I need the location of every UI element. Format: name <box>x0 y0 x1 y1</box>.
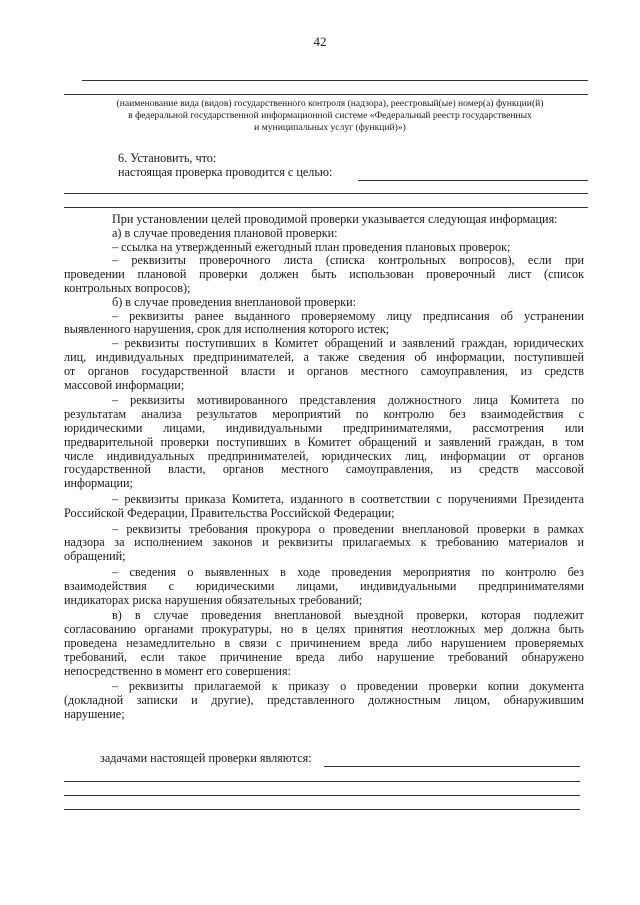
text-line: взаимодействия с юридическими лицами, индивидуальными предпринимателями <box>64 578 584 593</box>
text-line: а) в случае проведения плановой проверки: <box>112 225 338 240</box>
text-line: – ссылка на утвержденный ежегодный план проведения плановых проверок; <box>112 239 511 254</box>
text-line: надзора за исполнением законов и реквизиты прилагаемых к требованию материалов и <box>64 535 584 550</box>
tasks-label: задачами настоящей проверки являются: <box>100 751 312 765</box>
text-line: юридическими лицами, индивидуальными предпринимателями, рассмотрения или <box>64 420 584 435</box>
purpose-fill-line-2 <box>64 207 588 208</box>
section-6 <box>118 152 588 180</box>
text-line: согласованию органами прокуратуры, но в целях принятия неотложных мер должна быть <box>64 622 584 637</box>
section-6-purpose: настоящая проверка проводится с целью: <box>118 164 333 179</box>
tasks-fill-line-inline <box>324 766 580 767</box>
tasks-fill-line-1 <box>64 781 580 782</box>
text-line: Российской Федерации, Правительства Российской Федерации; <box>64 505 395 520</box>
text-line: от органов государственной власти и органов местного самоуправления, из средств <box>64 363 584 378</box>
text-line: – реквизиты требования прокурора о проведении внеплановой проверки в рамках <box>112 521 584 536</box>
text-line: результатам анализа результатов мероприятий по контролю без взаимодействия с <box>64 407 584 422</box>
text-line: – реквизиты ранее выданного проверяемому лицу предписания об устранении <box>112 308 584 323</box>
text-line: выявленного нарушения, срок для исполнения которого истек; <box>64 322 390 337</box>
tasks-section <box>100 752 590 766</box>
text-line: предварительной проверки поступивших в Комитет обращений и заявлений граждан, в том <box>64 434 584 449</box>
text-line: проведении плановой проверки должен быть использован проверочный лист (список <box>64 267 584 282</box>
text-line: информации; <box>64 476 133 491</box>
text-line: индикаторах риска нарушения обязательных требований; <box>64 592 363 607</box>
text-line: непосредственно в момент его совершения: <box>64 663 291 678</box>
tasks-fill-line-2 <box>64 795 580 796</box>
text-line: – реквизиты проверочного листа (списка контрольных вопросов), если при <box>112 253 584 268</box>
text-line: обращений; <box>64 549 126 564</box>
caption-line: и муниципальных услуг (функций)») <box>254 122 406 133</box>
text-line: При установлении целей проводимой проверки указывается следующая информация: <box>112 212 558 226</box>
text-line: (докладной записки и другие), представленного должностным лицом, обнаружившим <box>64 693 584 708</box>
fill-line-control-type-2 <box>64 94 588 95</box>
purpose-fill-line-1 <box>64 193 588 194</box>
text-line: б) в случае проведения внеплановой проверки: <box>112 294 357 309</box>
tasks-fill-line-3 <box>64 809 580 810</box>
text-line: нарушение; <box>64 706 125 721</box>
text-line: – реквизиты приказа Комитета, изданного в соответствии с поручениями Президента <box>112 491 584 506</box>
fill-line-control-type-1 <box>82 80 588 81</box>
control-type-caption <box>70 98 590 134</box>
text-line: – реквизиты прилагаемой к приказу о проведении проверки копии документа <box>112 679 584 694</box>
text-line: требований, если такое причинение вреда либо нарушение требований обнаружено <box>64 649 584 664</box>
text-line: государственной власти, органов местного самоуправления, из средств массовой <box>64 462 584 477</box>
text-line: проведена незамедлительно в связи с причинением вреда либо нарушением проверяемых <box>64 635 584 650</box>
text-line: контрольных вопросов); <box>64 280 191 295</box>
text-line: в) в случае проведения внеплановой выездной проверки, которая подлежит <box>112 608 584 623</box>
caption-line: в федеральной государственной информационной системе «Федеральный реестр государственных <box>128 110 532 121</box>
caption-line: (наименование вида (видов) государственного контроля (надзора), реестровый(ые) номер(а) функции(й) <box>116 98 544 109</box>
text-line: числе индивидуальных предпринимателей, юридических лиц, информации от органов <box>64 448 584 463</box>
text-line: – реквизиты поступивших в Комитет обращений и заявлений граждан, юридических <box>112 336 584 351</box>
purpose-guidance-text <box>64 213 584 722</box>
section-6-heading: 6. Установить, что: <box>118 151 217 165</box>
purpose-fill-line-inline <box>358 180 588 181</box>
text-line: – реквизиты мотивированного представления должностного лица Комитета по <box>112 393 584 408</box>
text-line: массовой информации; <box>64 377 185 392</box>
page-number: 42 <box>313 34 327 49</box>
text-line: – сведения о выявленных в ходе проведения мероприятия по контролю без <box>112 564 584 579</box>
text-line: лиц, индивидуальных предпринимателей, а также сведения об информации, поступившей <box>64 349 584 364</box>
